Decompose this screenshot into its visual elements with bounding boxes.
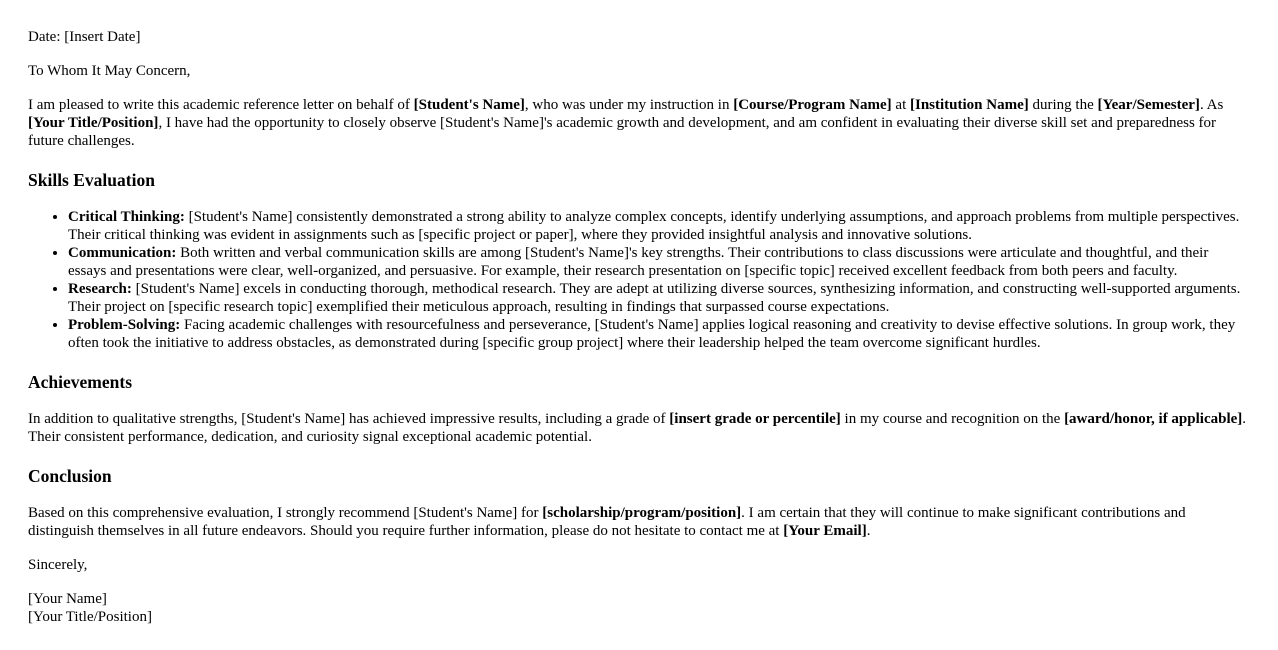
- list-item: [68, 316, 1250, 352]
- skill-text: [Student's Name] consistently demonstrated a strong ability to analyze complex concepts, identify underlying assumptions, and approach problems from multiple perspectives. Their critical thinking was evident in assignments such as [specific project or paper], where they provided insightful analysis and innovative solutions.: [68, 209, 1240, 243]
- skill-label: Communication:: [68, 245, 177, 261]
- conclusion-text: . I am certain that they will continue to make significant contributions and distinguish themselves in all future endeavors. Should you require further information, please do not hesitate to contact me at: [28, 505, 1186, 539]
- intro-paragraph: [28, 96, 1250, 150]
- signature-block: [28, 590, 1250, 626]
- skill-label: Problem-Solving:: [68, 317, 181, 333]
- conclusion-text: Based on this comprehensive evaluation, I strongly recommend [Student's Name] for: [28, 505, 543, 521]
- skill-text: Both written and verbal communication skills are among [Student's Name]'s key strengths. Their contributions to class discussions were articulate and thoughtful, and their essays and presentations were clear, well-organized, and persuasive. For example, their research presentation on [specific topic] received excellent feedback from both peers and faculty.: [68, 245, 1209, 279]
- intro-text: , who was under my instruction in: [524, 97, 734, 113]
- award-placeholder: [award/honor, if applicable]: [1064, 411, 1243, 427]
- institution-placeholder: [Institution Name]: [909, 97, 1029, 113]
- list-item: [68, 208, 1250, 244]
- salutation: To Whom It May Concern,: [28, 63, 191, 79]
- course-placeholder: [Course/Program Name]: [733, 97, 892, 113]
- skills-heading: Skills Evaluation: [28, 170, 155, 190]
- signature-title: [Your Title/Position]: [28, 609, 152, 625]
- list-item: [68, 280, 1250, 316]
- intro-text: during the: [1028, 97, 1098, 113]
- grade-placeholder: [insert grade or percentile]: [669, 411, 841, 427]
- student-name-placeholder: [Student's Name]: [413, 97, 525, 113]
- signature-name: [Your Name]: [28, 591, 107, 607]
- year-placeholder: [Year/Semester]: [1097, 97, 1200, 113]
- scholarship-placeholder: [scholarship/program/position]: [542, 505, 742, 521]
- intro-text: I am pleased to write this academic reference letter on behalf of: [28, 97, 414, 113]
- skills-list: [28, 208, 1250, 352]
- intro-text: , I have had the opportunity to closely observe [Student's Name]'s academic growth and development, and am confident in evaluating their diverse skill set and preparedness for future challenges.: [28, 115, 1217, 149]
- conclusion-heading: Conclusion: [28, 466, 112, 486]
- skill-label: Critical Thinking:: [68, 209, 185, 225]
- achievements-paragraph: [28, 410, 1250, 446]
- title-placeholder: [Your Title/Position]: [28, 115, 159, 131]
- date-line: Date: [Insert Date]: [28, 29, 141, 45]
- skill-label: Research:: [68, 281, 132, 297]
- email-placeholder: [Your Email]: [783, 523, 867, 539]
- conclusion-paragraph: [28, 504, 1250, 540]
- achievements-text: in my course and recognition on the: [840, 411, 1065, 427]
- conclusion-text: .: [866, 523, 871, 539]
- skill-text: [Student's Name] excels in conducting thorough, methodical research. They are adept at utilizing diverse sources, synthesizing information, and constructing well-supported arguments. Their project on [specific research topic] exemplified their meticulous approach, resulting in findings that surpassed course expectations.: [68, 281, 1241, 315]
- intro-text: . As: [1199, 97, 1224, 113]
- list-item: [68, 244, 1250, 280]
- achievements-heading: Achievements: [28, 372, 133, 392]
- achievements-text: . Their consistent performance, dedication, and curiosity signal exceptional academic potential.: [28, 411, 1247, 445]
- achievements-text: In addition to qualitative strengths, [Student's Name] has achieved impressive results, including a grade of: [28, 411, 670, 427]
- valediction: Sincerely,: [28, 557, 88, 573]
- intro-text: at: [891, 97, 910, 113]
- skill-text: Facing academic challenges with resourcefulness and perseverance, [Student's Name] applies logical reasoning and creativity to devise effective solutions. In group work, they often took the initiative to address obstacles, as demonstrated during [specific group project] where their leadership helped the team overcome significant hurdles.: [68, 317, 1236, 351]
